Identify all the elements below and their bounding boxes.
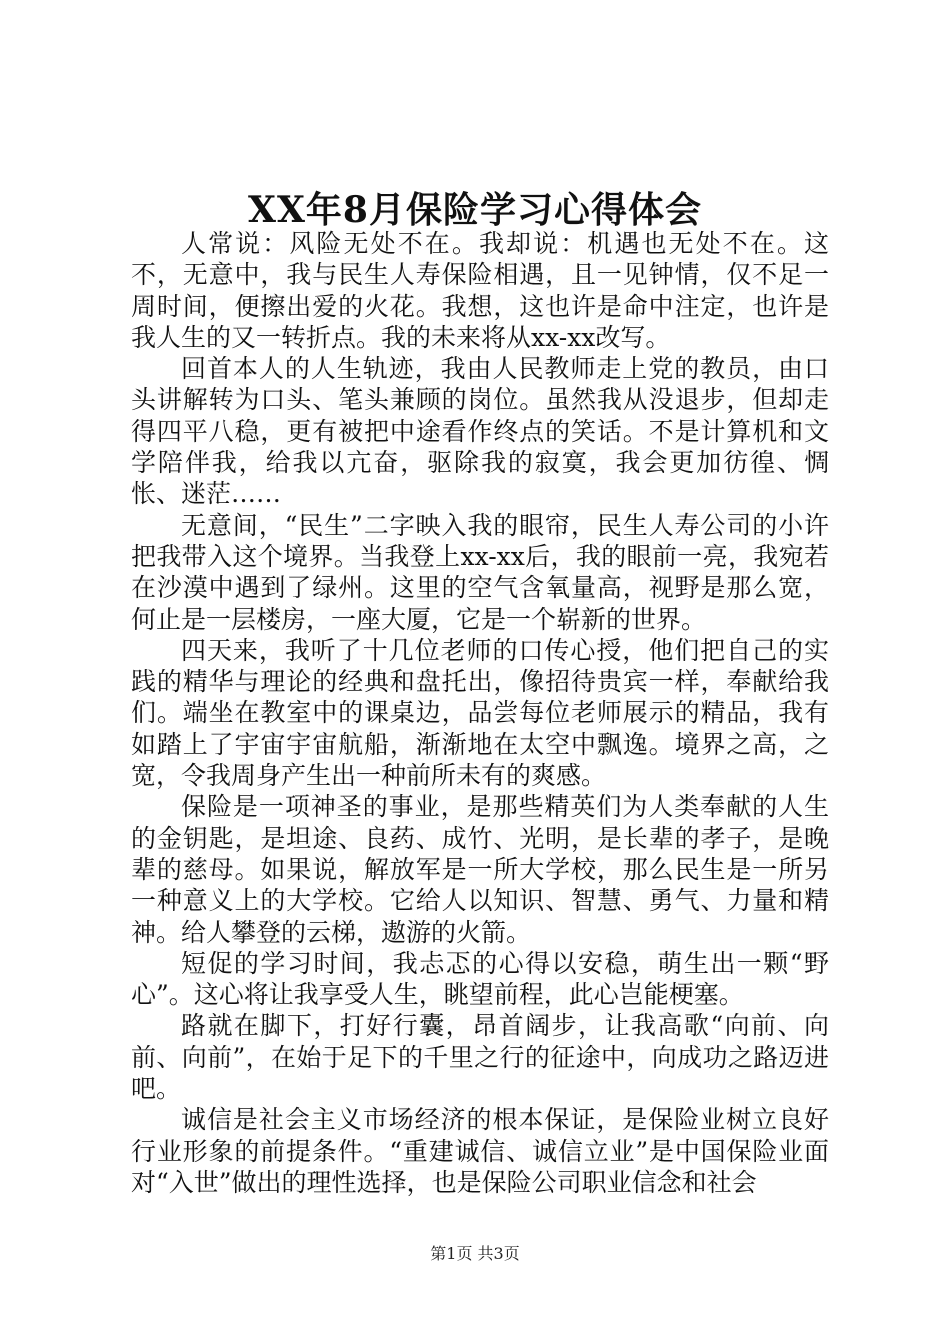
paragraph-3: 无意间，“民生”二字映入我的眼帘，民生人寿公司的小许把我带入这个境界。当我登上xx-xx后，我的眼前一亮，我宛若在沙漠中遇到了绿州。这里的空气含氧量高，视野是那么宽，何止是一层楼房，一座大厦，它是一个崭新的世界。 bbox=[131, 510, 829, 634]
document-title: XX年8月保险学习心得体会 bbox=[248, 189, 702, 231]
paragraph-6: 短促的学习时间，我忐忑的心得以安稳，萌生出一颗“野心”。这心将让我享受人生，眺望前程，此心岂能梗塞。 bbox=[131, 948, 829, 1010]
page-number-footer: 第1页 共3页 bbox=[430, 1244, 520, 1263]
document-body bbox=[131, 228, 829, 1198]
paragraph-5: 保险是一项神圣的事业，是那些精英们为人类奉献的人生的金钥匙，是坦途、良药、成竹、光明，是长辈的孝子，是晚辈的慈母。如果说，解放军是一所大学校，那么民生是一所另一种意义上的大学校。它给人以知识、智慧、勇气、力量和精神。给人攀登的云梯，遨游的火箭。 bbox=[131, 792, 829, 947]
paragraph-2: 回首本人的人生轨迹，我由人民教师走上党的教员，由口头讲解转为口头、笔头兼顾的岗位。虽然我从没退步，但却走得四平八稳，更有被把中途看作终点的笑话。不是计算机和文学陪伴我，给我以亢奋，驱除我的寂寞，我会更加彷徨、惆怅、迷茫…… bbox=[131, 354, 829, 509]
paragraph-4: 四天来，我听了十几位老师的口传心授，他们把自己的实践的精华与理论的经典和盘托出，像招待贵宾一样，奉献给我们。端坐在教室中的课桌边，品尝每位老师展示的精品，我有如踏上了宇宙宇宙航船，渐渐地在太空中飘逸。境界之高，之宽，令我周身产生出一种前所未有的爽感。 bbox=[131, 635, 829, 791]
paragraph-7: 路就在脚下，打好行囊，昂首阔步，让我高歌“向前、向前、向前”，在始于足下的千里之行的征途中，向成功之路迈进吧。 bbox=[131, 1011, 829, 1104]
paragraph-8: 诚信是社会主义市场经济的根本保证，是保险业树立良好行业形象的前提条件。“重建诚信、诚信立业”是中国保险业面对“入世”做出的理性选择，也是保险公司职业信念和社会 bbox=[131, 1105, 829, 1197]
paragraph-1: 人常说：风险无处不在。我却说：机遇也无处不在。这不，无意中，我与民生人寿保险相遇，且一见钟情，仅不足一周时间，便擦出爱的火花。我想，这也许是命中注定，也许是我人生的又一转折点。我的未来将从xx-xx改写。 bbox=[131, 229, 829, 352]
